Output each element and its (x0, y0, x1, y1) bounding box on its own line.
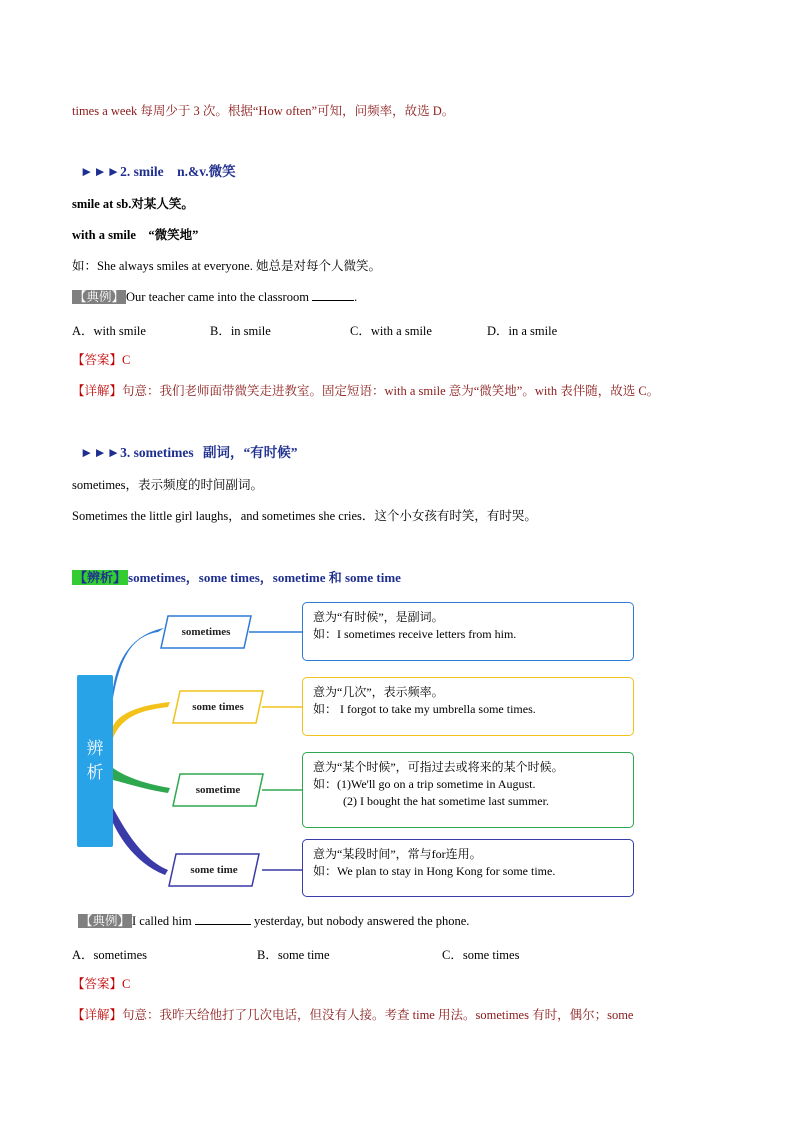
branch-curve-2 (113, 702, 170, 738)
section-3-heading (80, 445, 297, 461)
term-some-time: some time (168, 853, 260, 887)
arrow-icons: ►►► (80, 445, 121, 460)
detail-1 (72, 383, 659, 399)
explanation-some-times: 意为“几次”，表示频率。 如： I forgot to take my umbrella some times. (302, 677, 634, 736)
option-b: B．in smile (210, 324, 271, 338)
analysis-title: sometimes，some times，sometime 和 some time (128, 570, 401, 585)
analysis-tag: 【辨析】 (74, 570, 127, 585)
answer-blank (195, 913, 251, 925)
section-3-title-cn: 副词，“有时候” (202, 445, 298, 460)
option-a: A．with smile (72, 324, 146, 338)
phrase-with-a-smile: with a smile “微笑地” (72, 228, 199, 242)
answer-2 (72, 976, 130, 992)
sometimes-definition: sometimes，表示频度的时间副词。 (72, 478, 263, 492)
branch-curve-1 (113, 628, 164, 698)
option-c: C．with a smile (350, 324, 432, 338)
explanation-sometimes: 意为“有时候”，是副词。 如：I sometimes receive letters from him. (302, 602, 634, 661)
option-a: A．sometimes (72, 948, 147, 962)
exercise-2: 【典例】 I called him yesterday, but nobody answered the phone. (80, 914, 470, 928)
term-sometime: sometime (172, 773, 264, 807)
section-3-title-en: 3. sometimes (120, 445, 194, 460)
answer-value: C (122, 353, 131, 367)
term-some-times: some times (172, 690, 264, 724)
exercise-text: Our teacher came into the classroom (126, 290, 309, 304)
smile-example: 如：She always smiles at everyone. 她总是对每个人微笑。 (72, 259, 381, 273)
phrase-smile-at: smile at sb.对某人笑。 (72, 197, 194, 211)
intro-line: times a week 每周少于 3 次。根据“How often”可知，问频率，故选 D。 (72, 104, 455, 118)
exercise-1: 【典例】 Our teacher came into the classroom . (74, 290, 358, 304)
answer-1 (72, 352, 130, 368)
section-2-title: 2. smile n.&v.微笑 (120, 164, 236, 179)
explanation-some-time: 意为“某段时间”，常与for连用。 如：We plan to stay in Hong Kong for some time. (302, 839, 634, 897)
answer-blank (312, 289, 354, 301)
detail-tag: 【详解】 (72, 384, 123, 398)
option-d: D．in a smile (487, 324, 558, 338)
term-sometimes: sometimes (160, 615, 252, 649)
analysis-center-block: 辨 析 (77, 675, 113, 847)
explanation-sometime: 意为“某个时候”，可指过去或将来的某个时候。 如：(1)We'll go on a trip sometime in August. (2) I bought the hat sometime last summer. (302, 752, 634, 828)
detail-text: 句意：我昨天给他打了几次电话，但没有人接。考查 time 用法。sometimes 有时，偶尔；some (122, 1008, 634, 1022)
comparison-diagram (72, 598, 642, 903)
arrow-icons: ►►► (80, 164, 121, 179)
branch-curve-4 (113, 808, 168, 875)
branch-curve-3 (113, 768, 170, 793)
answer-value: C (122, 977, 131, 991)
detail-2 (72, 1007, 633, 1023)
section-2-heading (80, 164, 236, 180)
option-b: B．some time (257, 948, 330, 962)
sometimes-example: Sometimes the little girl laughs，and sometimes she cries．这个小女孩有时笑，有时哭。 (72, 509, 537, 523)
analysis-heading (72, 570, 401, 586)
exercise-tag: 【典例】 (74, 290, 125, 304)
detail-text: 句意：我们老师面带微笑走进教室。固定短语：with a smile 意为“微笑地”。with 表伴随，故选 C。 (122, 384, 660, 398)
answer-tag: 【答案】 (72, 353, 123, 367)
answer-tag: 【答案】 (72, 977, 123, 991)
option-c: C．some times (442, 948, 520, 962)
exercise-tag: 【典例】 (80, 914, 131, 928)
detail-tag: 【详解】 (72, 1008, 123, 1022)
